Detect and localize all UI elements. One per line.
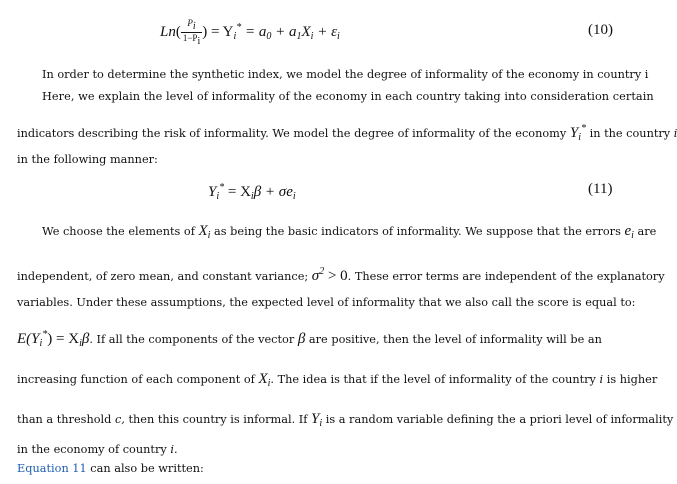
paragraph-2-line-3: in the following manner: [17,153,158,166]
paragraph-3-line-1: We choose the elements of $X_i$ as being the basic indicators of informality. We suppose that the errors $e_i$ are [42,223,657,241]
equation-11-number: (11) [588,181,613,197]
equation-10-number: (10) [588,22,613,38]
y-star-symbol: $Y_i^*$ [569,123,586,143]
paragraph-3-line-3: variables. Under these assumptions, the expected level of informality that we also call the score is equal to: [17,296,636,309]
paragraph-3-line-4: $E(Y_i^*) = X_i\beta$. If all the components of the vector β are positive, then the level of informality will be an [17,329,602,349]
eq10-fraction: $\frac{Pi}{1-Pi}$ [182,18,201,47]
eq10-ln: Ln [160,23,176,40]
paragraph-3-line-7: in the economy of country i. [17,443,178,456]
paragraph-2-line-1: Here, we explain the level of informality of the economy in each country taking into consideration certain [42,90,654,103]
equation-11: $Y_i^* = X_i\beta + \sigma e_i$ [208,182,296,202]
equation-reference-line: Equation 11 can also be written: [17,462,204,475]
paragraph-3-line-6: than a threshold c, then this country is informal. If $Y_i$ is a random variable defining the a priori level of informality [17,411,674,429]
paragraph-intro: In order to determine the synthetic index, we model the degree of informality of the economy in country i [42,68,649,81]
paragraph-2-line-2: indicators describing the risk of informality. We model the degree of informality of the economy $Y_i^*$ in the country [17,123,671,143]
paragraph-3-line-5: increasing function of each component of $X_i$. The idea is that if the level of informality of the country i is higher [17,371,658,389]
paragraph-3-line-2: independent, of zero mean, and constant variance; $\sigma^2 > 0$. These error terms are independent of the explanatory [17,266,665,284]
equation-10: Ln( $\frac{Pi}{1-Pi}$ ) = $Y_i^* = a_0 + a_1X_i + \varepsilon_i$ [160,18,340,47]
equation-11-link[interactable]: Equation 11 [17,462,87,475]
